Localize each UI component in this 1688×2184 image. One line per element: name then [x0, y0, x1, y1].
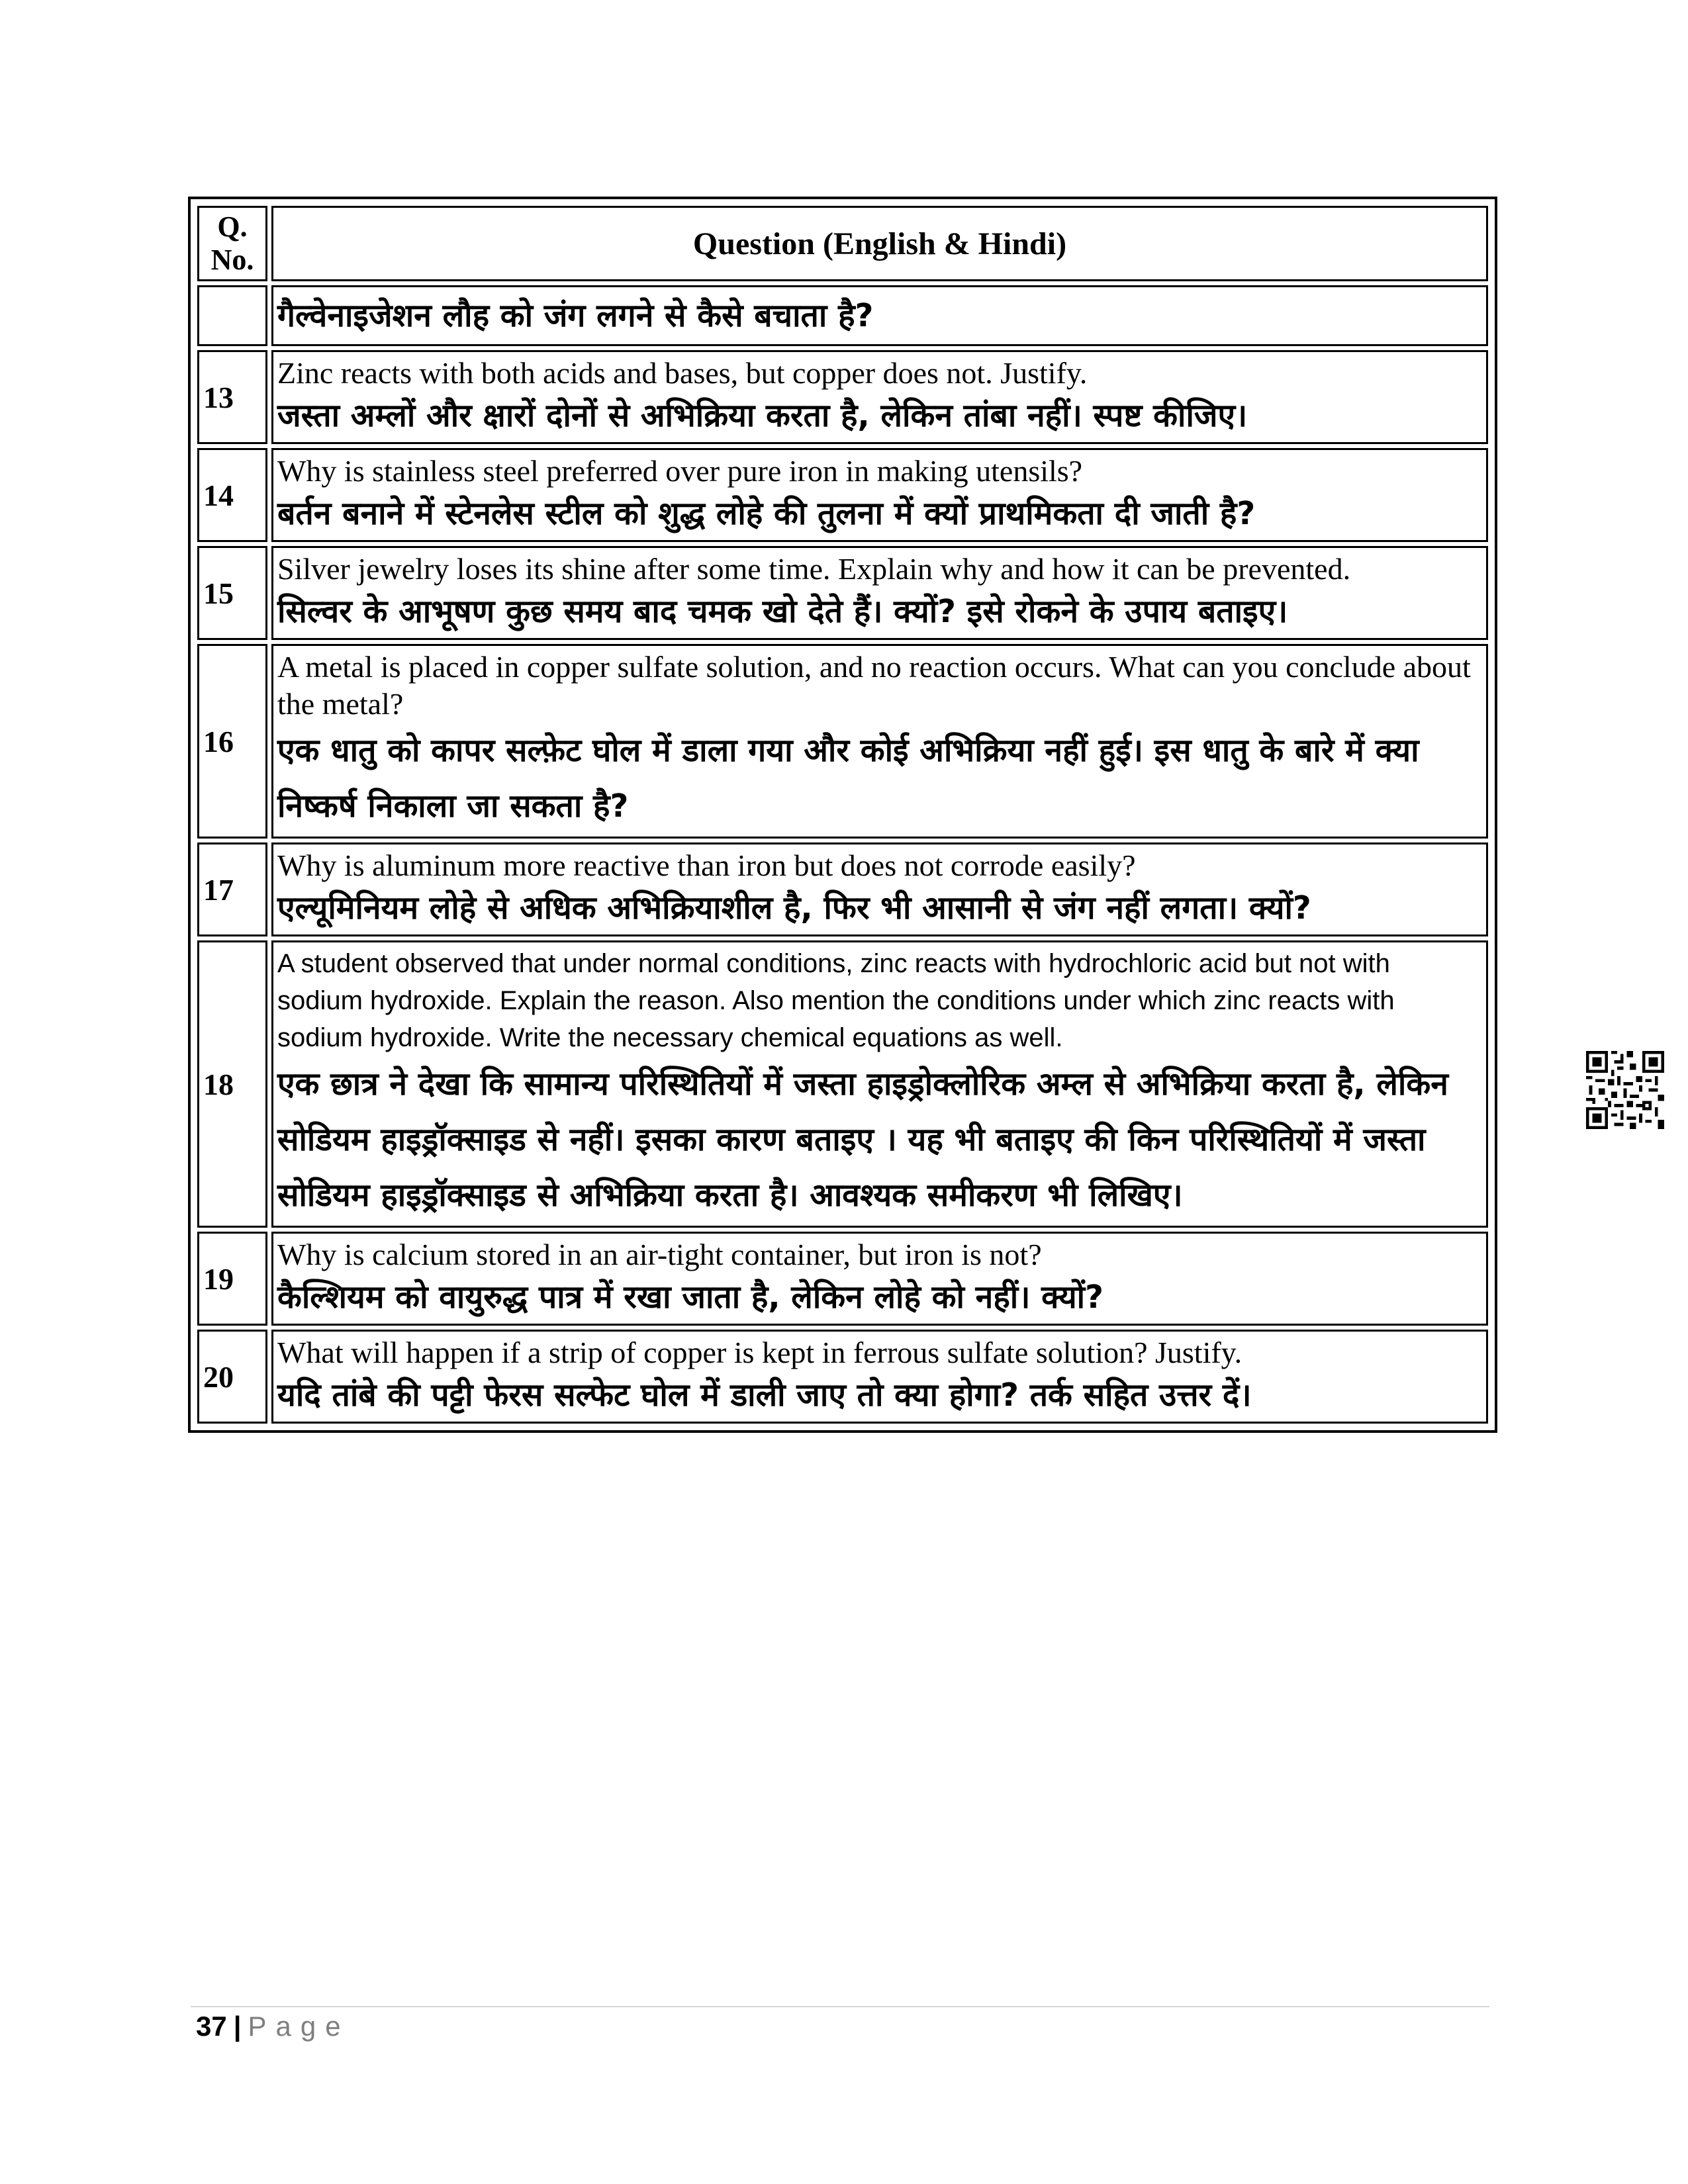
question-english: A student observed that under normal conditions, zinc reacts with hydrochloric acid but not with sodium hydroxide. Explain the reason. Also mention the conditions under which zinc reacts with sodium hydroxide. Write the necessary chemical equations as well.	[277, 949, 1395, 1052]
question-table-frame	[188, 197, 1497, 1433]
table-row	[197, 940, 1488, 1228]
question-english: Silver jewelry loses its shine after some time. Explain why and how it can be prevented.	[277, 552, 1351, 586]
question-hindi: बर्तन बनाने में स्टेनलेस स्टील को शुद्ध लोहे की तुलना में क्यों प्राथमिकता दी जाती है?	[277, 495, 1256, 532]
question-table	[193, 202, 1492, 1428]
table-row	[197, 448, 1488, 542]
question-english: Zinc reacts with both acids and bases, but copper does not. Justify.	[277, 356, 1088, 390]
question-cell	[271, 448, 1488, 542]
question-cell	[271, 644, 1488, 839]
question-english: What will happen if a strip of copper is kept in ferrous sulfate solution? Justify.	[277, 1336, 1243, 1369]
table-row	[197, 350, 1488, 444]
question-english: Why is calcium stored in an air-tight container, but iron is not?	[277, 1238, 1042, 1271]
question-cell	[271, 285, 1488, 346]
page-number: 37	[196, 2011, 227, 2042]
question-hindi: जस्ता अम्लों और क्षारों दोनों से अभिक्रिया करता है, लेकिन तांबा नहीं। स्पष्ट कीजिए।	[277, 397, 1248, 434]
table-row	[197, 1232, 1488, 1326]
header-question: Question (English & Hindi)	[271, 206, 1488, 281]
question-cell	[271, 842, 1488, 936]
question-number: 13	[197, 350, 267, 444]
question-hindi: सिल्वर के आभूषण कुछ समय बाद चमक खो देते हैं। क्यों? इसे रोकने के उपाय बताइए।	[277, 593, 1288, 630]
question-cell	[271, 1232, 1488, 1326]
footer-separator: |	[233, 2011, 242, 2042]
table-row	[197, 644, 1488, 839]
question-number: 20	[197, 1330, 267, 1424]
question-number: 16	[197, 644, 267, 839]
question-english: A metal is placed in copper sulfate solution, and no reaction occurs. What can you conclude about the metal?	[277, 650, 1471, 721]
table-row	[197, 1330, 1488, 1424]
question-hindi: एक धातु को कापर सल्फ़ेट घोल में डाला गया और कोई अभिक्रिया नहीं हुई। इस धातु के बारे में क्या निष्कर्ष निकाला जा सकता है?	[277, 732, 1419, 825]
table-row	[197, 285, 1488, 346]
question-cell	[271, 546, 1488, 640]
qr-code-icon	[1586, 1051, 1664, 1129]
question-number	[197, 285, 267, 346]
table-header-row	[197, 206, 1488, 281]
question-hindi: एल्यूमिनियम लोहे से अधिक अभिक्रियाशील है, फिर भी आसानी से जंग नहीं लगता। क्यों?	[277, 889, 1311, 927]
question-number: 17	[197, 842, 267, 936]
question-cell	[271, 1330, 1488, 1424]
page-label: Page	[248, 2011, 350, 2042]
question-hindi: गैल्वेनाइजेशन लौह को जंग लगने से कैसे बचाता है?	[277, 297, 874, 334]
header-question-number: Q. No.	[197, 206, 267, 281]
question-cell	[271, 940, 1488, 1228]
question-hindi: एक छात्र ने देखा कि सामान्य परिस्थितियों में जस्ता हाइड्रोक्लोरिक अम्ल से अभिक्रिया करता है, लेकिन सोडियम हाइड्रॉक्साइड से नहीं। इसका कारण बताइए । यह भी बताइए की किन परिस्थितियों में जस्ता सोडियम हाइड्रॉक्साइड से अभिक्रिया करता है। आवश्यक समीकरण भी लिखिए।	[277, 1066, 1448, 1214]
table-row	[197, 546, 1488, 640]
question-number: 14	[197, 448, 267, 542]
footer-divider	[191, 2006, 1489, 2007]
question-number: 18	[197, 940, 267, 1228]
table-row	[197, 842, 1488, 936]
question-english: Why is stainless steel preferred over pure iron in making utensils?	[277, 454, 1083, 488]
question-cell	[271, 350, 1488, 444]
question-number: 19	[197, 1232, 267, 1326]
page-footer	[196, 2011, 350, 2042]
question-hindi: कैल्शियम को वायुरुद्ध पात्र में रखा जाता है, लेकिन लोहे को नहीं। क्यों?	[277, 1279, 1103, 1316]
question-english: Why is aluminum more reactive than iron but does not corrode easily?	[277, 848, 1136, 882]
question-hindi: यदि तांबे की पट्टी फेरस सल्फेट घोल में डाली जाए तो क्या होगा? तर्क सहित उत्तर दें।	[277, 1377, 1252, 1414]
question-number: 15	[197, 546, 267, 640]
